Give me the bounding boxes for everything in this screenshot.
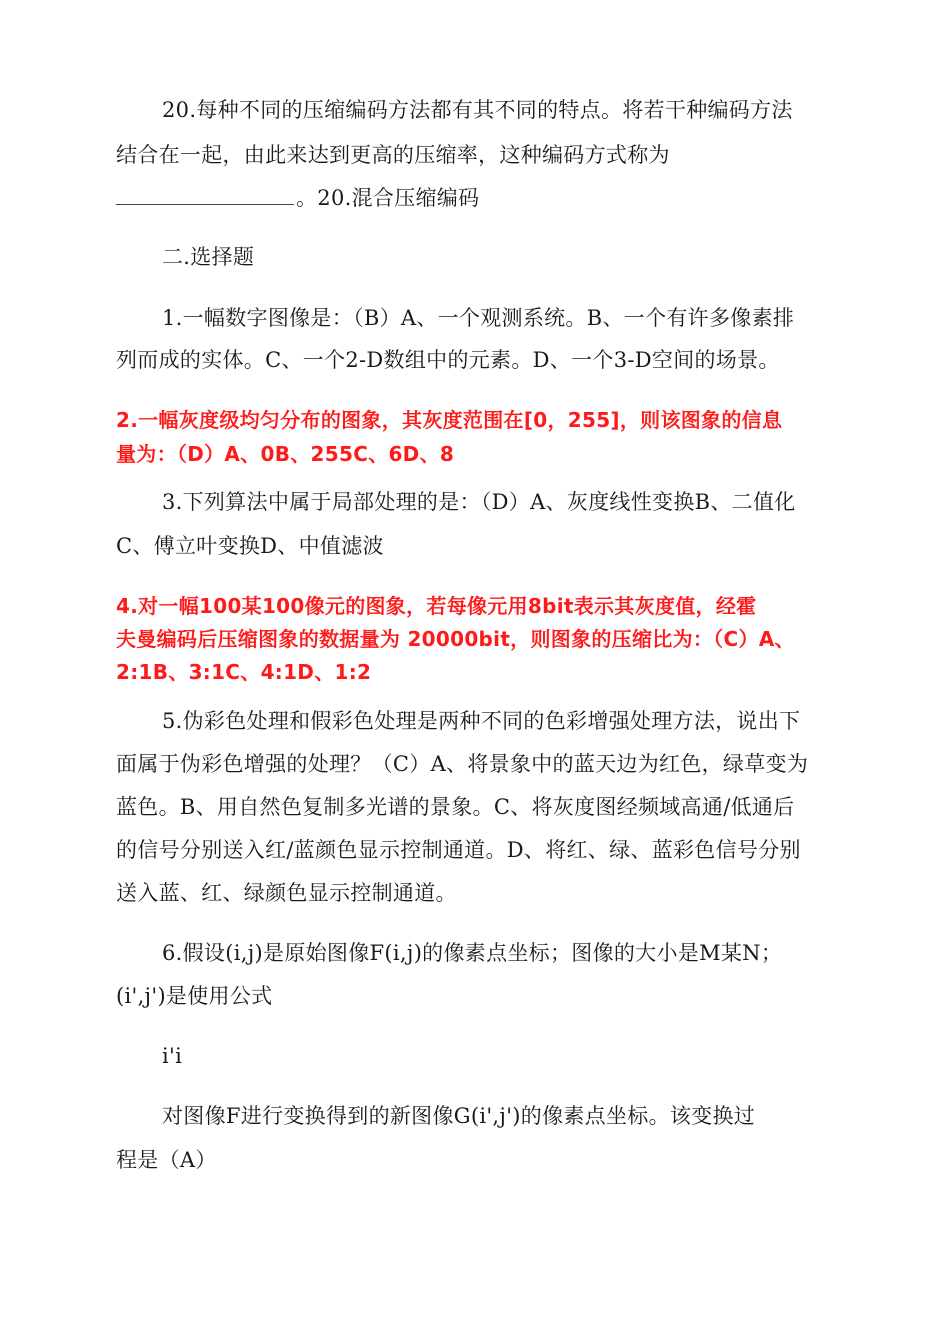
q5-line-4: 的信号分别送入红/蓝颜色显示控制通道。D、将红、绿、蓝彩色信号分别 (116, 838, 801, 862)
q3-line-2: C、傅立叶变换D、中值滤波 (116, 534, 384, 558)
q20-answer: 。20.混合压缩编码 (296, 186, 480, 210)
q20-line-3 (116, 184, 479, 212)
q3-line-1: 3.下列算法中属于局部处理的是：（D）A、灰度线性变换B、二值化 (162, 490, 796, 514)
q5-line-1: 5.伪彩色处理和假彩色处理是两种不同的色彩增强处理方法，说出下 (162, 709, 801, 733)
q4-line-1: 4.对一幅100某100像元的图象，若每像元用8bit表示其灰度值，经霍 (116, 594, 757, 618)
q6-line-3: 对图像F进行变换得到的新图像G(i',j')的像素点坐标。该变换过 (162, 1104, 756, 1128)
q6-formula: i'i (162, 1044, 183, 1068)
q5-line-5: 送入蓝、红、绿颜色显示控制通道。 (116, 881, 457, 905)
answer-blank (116, 184, 294, 205)
q6-line-1: 6.假设(i,j)是原始图像F(i,j)的像素点坐标；图像的大小是M某N； (162, 941, 783, 965)
q6-line-4: 程是（A） (116, 1148, 217, 1172)
q2-line-1: 2.一幅灰度级均匀分布的图象，其灰度范围在[0，255]，则该图象的信息 (116, 408, 783, 432)
q4-line-3: 2:1B、3:1C、4:1D、1:2 (116, 660, 372, 684)
q2-line-2: 量为：（D）A、0B、255C、6D、8 (116, 442, 455, 466)
q6-line-2: (i',j')是使用公式 (116, 984, 273, 1008)
q20-line-2: 结合在一起，由此来达到更高的压缩率，这种编码方式称为 (116, 143, 670, 167)
section-title: 二.选择题 (162, 245, 255, 269)
q5-line-2: 面属于伪彩色增强的处理？（C）A、将景象中的蓝天边为红色，绿草变为 (116, 752, 809, 776)
q5-line-3: 蓝色。B、用自然色复制多光谱的景象。C、将灰度图经频域高通/低通后 (116, 795, 795, 819)
q20-line-1: 20.每种不同的压缩编码方法都有其不同的特点。将若干种编码方法 (162, 98, 793, 122)
q4-line-2: 夫曼编码后压缩图象的数据量为 20000bit，则图象的压缩比为：（C）A、 (116, 627, 795, 651)
q1-line-1: 1.一幅数字图像是：（B）A、一个观测系统。B、一个有许多像素排 (162, 306, 795, 330)
q1-line-2: 列而成的实体。C、一个2-D数组中的元素。D、一个3-D空间的场景。 (116, 348, 780, 372)
